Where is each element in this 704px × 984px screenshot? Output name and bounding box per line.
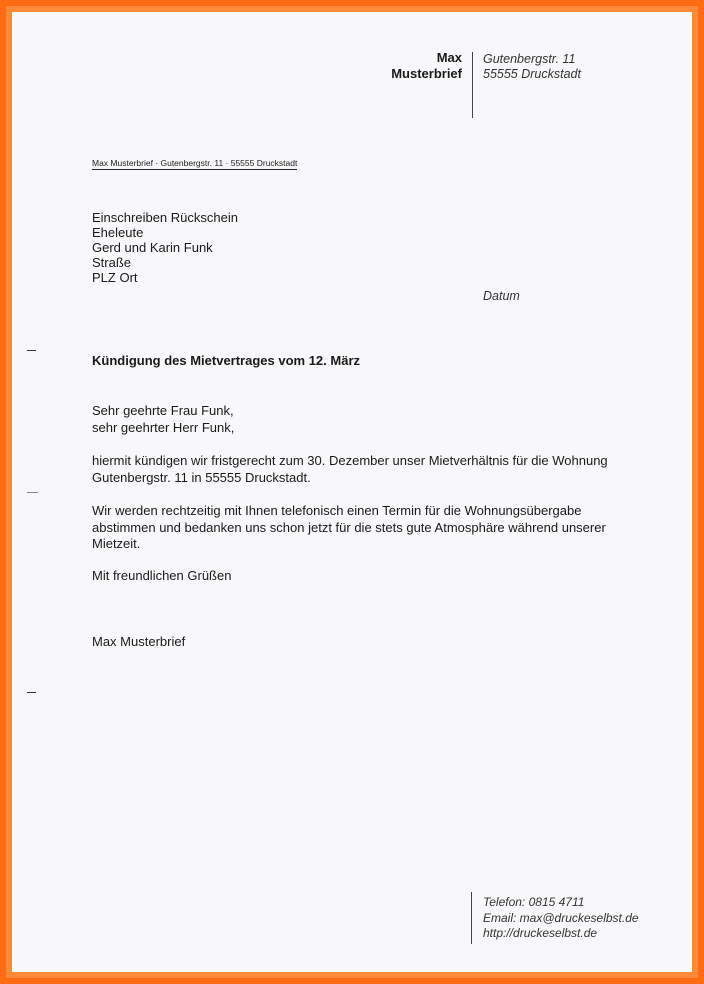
recipient-line-2: Eheleute (92, 225, 144, 240)
sender-address (483, 52, 581, 82)
footer-phone: Telefon: 0815 4711 (483, 895, 585, 909)
subject-line: Kündigung des Mietvertrages vom 12. März (92, 353, 361, 368)
sender-name (391, 50, 462, 82)
paragraph-1-line-1: hiermit kündigen wir fristgerecht zum 30. Dezember unser Mietverhältnis für die Wohnung (92, 453, 608, 468)
recipient-line-4: Straße (92, 255, 132, 270)
recipient-line-3: Gerd und Karin Funk (92, 240, 213, 255)
closing: Mit freundlichen Grüßen (92, 568, 232, 583)
letter-page (12, 12, 692, 972)
salutation-line-1: Sehr geehrte Frau Funk, (92, 403, 234, 418)
fold-mark-bottom (27, 692, 36, 693)
footer-email: Email: max@druckeselbst.de (483, 910, 639, 925)
date-label: Datum (483, 289, 520, 303)
paragraph-2-line-1: Wir werden rechtzeitig mit Ihnen telefonisch einen Termin für die Wohnungsübergabe (92, 503, 582, 518)
paragraph-2 (92, 503, 632, 553)
paragraph-1 (92, 453, 632, 486)
paragraph-2-line-3: Mietzeit. (92, 536, 141, 551)
recipient-address (92, 210, 238, 285)
sender-name-last: Musterbrief (391, 66, 462, 81)
footer-website: http://druckeselbst.de (483, 926, 598, 940)
salutation (92, 403, 632, 436)
return-address-line: Max Musterbrief · Gutenbergstr. 11 · 55555 Druckstadt (92, 158, 298, 168)
paragraph-2-line-2: abstimmen und bedanken uns schon jetzt für die stets gute Atmosphäre während unserer (92, 519, 606, 535)
paragraph-1-line-2: Gutenbergstr. 11 in 55555 Druckstadt. (92, 469, 311, 485)
punch-mark (27, 492, 38, 493)
header-divider (472, 52, 473, 118)
fold-mark-top (27, 350, 36, 351)
footer-divider (471, 892, 472, 944)
recipient-line-5: PLZ Ort (92, 270, 138, 285)
sender-street: Gutenbergstr. 11 (483, 52, 576, 66)
recipient-line-1: Einschreiben Rückschein (92, 210, 238, 225)
sender-name-first: Max (436, 50, 462, 65)
footer-contact (483, 895, 639, 942)
salutation-line-2: sehr geehrter Herr Funk, (92, 419, 235, 435)
sender-city: 55555 Druckstadt (483, 67, 581, 81)
signature-name: Max Musterbrief (92, 634, 186, 649)
